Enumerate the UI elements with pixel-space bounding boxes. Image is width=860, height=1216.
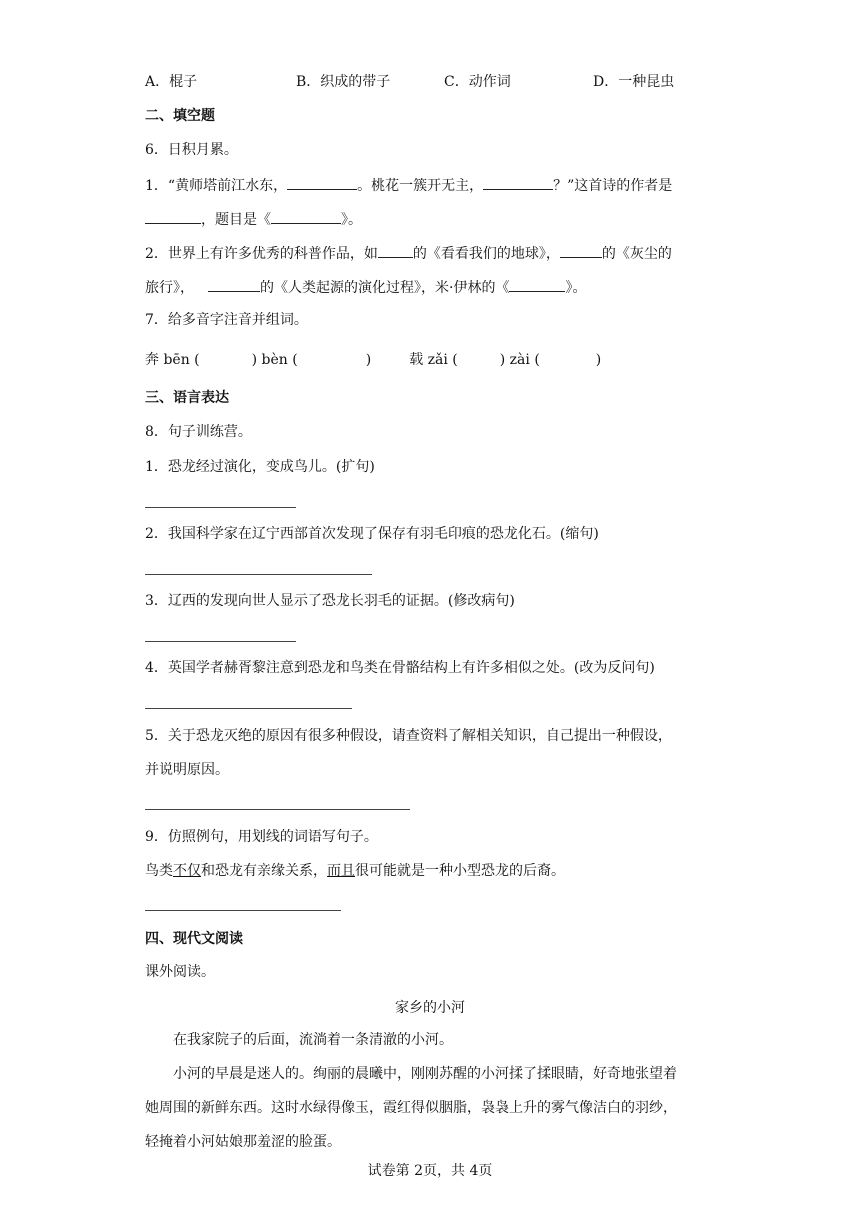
passage-paragraph-2-line1: 小河的早晨是迷人的。绚丽的晨曦中，刚刚苏醒的小河揉了揉眼睛，好奇地张望着 — [173, 1066, 677, 1082]
question-6-2-line1: 2．世界上有许多优秀的科普作品，如 的《看看我们的地球》， 的《灰尘的 — [145, 242, 672, 264]
answer-line[interactable] — [145, 910, 341, 911]
blank[interactable] — [145, 208, 201, 224]
answer-line[interactable] — [145, 574, 372, 575]
question-8-5-line1: 5．关于恐龙灭绝的原因有很多种假设，请查资料了解相关知识，自己提出一种假设， — [145, 728, 672, 744]
question-9: 9．仿照例句，用划线的词语写句子。 — [145, 829, 378, 845]
question-8-3: 3．辽西的发现向世人显示了恐龙长羽毛的证据。(修改病句) — [145, 593, 515, 609]
question-7: 7．给多音字注音并组词。 — [145, 312, 308, 328]
passage-title: 家乡的小河 — [395, 1000, 465, 1016]
question-8-4: 4．英国学者赫胥黎注意到恐龙和鸟类在骨骼结构上有许多相似之处。(改为反问句) — [145, 660, 655, 676]
section-heading-4: 四、现代文阅读 — [145, 931, 243, 947]
passage-paragraph-2-line3: 轻掩着小河姑娘那羞涩的脸蛋。 — [145, 1134, 341, 1150]
question-7-pinyin-row: 奔 bēn ( ) bèn ( ) 载 zǎi ( ) zài ( ) — [145, 352, 602, 368]
answer-line[interactable] — [145, 507, 296, 508]
blank[interactable] — [483, 174, 553, 190]
question-6-1-line1: 1．“黄师塔前江水东， 。桃花一簇开无主， ？”这首诗的作者是 — [145, 174, 672, 196]
option-a: A．棍子 — [145, 74, 198, 90]
passage-paragraph-1: 在我家院子的后面，流淌着一条清澈的小河。 — [173, 1032, 453, 1048]
option-b: B．织成的带子 — [296, 74, 391, 90]
question-8-2: 2．我国科学家在辽宁西部首次发现了保存有羽毛印痕的恐龙化石。(缩句) — [145, 526, 599, 542]
blank[interactable] — [560, 242, 602, 258]
reading-intro: 课外阅读。 — [145, 964, 215, 980]
question-6-2-line2: 旅行》， 的《人类起源的演化过程》，米·伊林的《 》。 — [145, 276, 586, 298]
section-heading-2: 二、填空题 — [145, 108, 215, 124]
blank[interactable] — [287, 174, 357, 190]
answer-line[interactable] — [145, 641, 296, 642]
option-c: C．动作词 — [444, 74, 511, 90]
question-6-1-line2: ，题目是《 》。 — [145, 208, 362, 230]
question-8-5-line2: 并说明原因。 — [145, 762, 229, 778]
question-8: 8．句子训练营。 — [145, 424, 252, 440]
blank[interactable] — [509, 276, 565, 292]
section-heading-3: 三、语言表达 — [145, 390, 229, 406]
answer-line[interactable] — [145, 708, 352, 709]
blank[interactable] — [271, 208, 341, 224]
answer-line[interactable] — [145, 809, 410, 810]
blank[interactable] — [208, 276, 260, 292]
question-9-example: 鸟类不仅和恐龙有亲缘关系，而且很可能就是一种小型恐龙的后裔。 — [145, 863, 565, 879]
question-6: 6．日积月累。 — [145, 142, 238, 158]
option-d: D．一种昆虫 — [593, 74, 675, 90]
blank[interactable] — [378, 242, 413, 258]
passage-paragraph-2-line2: 她周围的新鲜东西。这时水绿得像玉，霞红得似胭脂，袅袅上升的雾气像洁白的羽纱， — [145, 1100, 677, 1116]
page-footer: 试卷第 2页，共 4页 — [367, 1163, 493, 1179]
question-8-1: 1．恐龙经过演化，变成鸟儿。(扩句) — [145, 459, 375, 475]
